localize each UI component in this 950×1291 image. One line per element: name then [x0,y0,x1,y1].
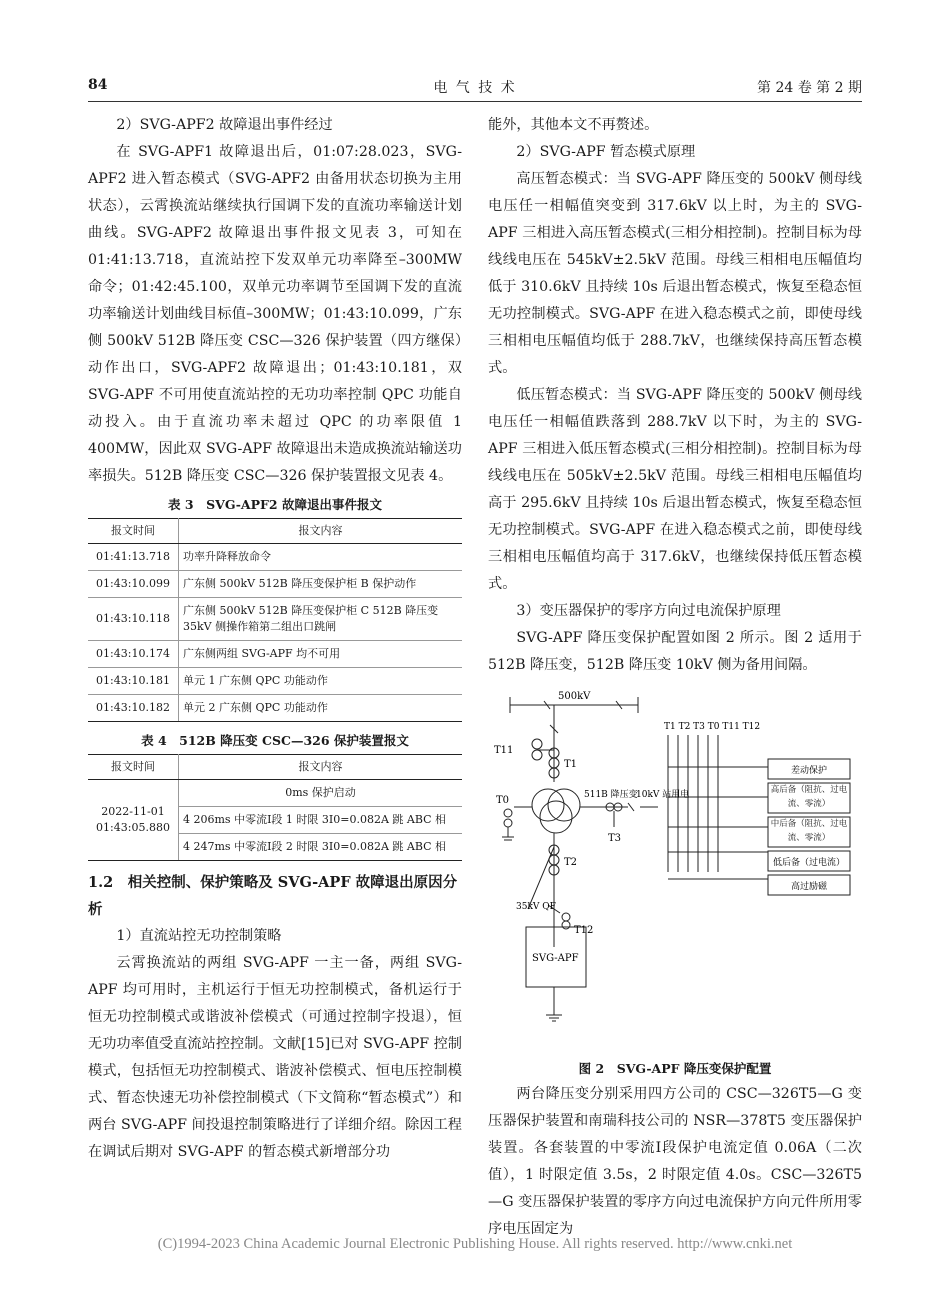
cell-content: 4 206ms 中零流Ⅰ段 1 时限 3I0=0.082A 跳 ABC 相 [179,807,463,834]
page-number: 84 [88,77,108,93]
left-column [88,112,462,1166]
prot-label: 中后备（阻抗、过电流、零流） [770,819,848,843]
cell-content: 0ms 保护启动 [179,780,463,807]
table4-caption: 表 4 512B 降压变 CSC—326 保护装置报文 [141,733,409,748]
paragraph: 云霄换流站的两组 SVG-APF 一主一备，两组 SVG-APF 均可用时，主机运行于恒无功控制模式，备机运行于恒无功控制模式或谐波补偿模式（可通过控制字投退），恒无功功率值受直流站控控制。文献[15]已对 SVG-APF 控制模式，包括恒无功控制模式、谐波补偿模式、恒电压控制模式、暂态快速无功补偿控制模式（下文简称“暂态模式”）和两台 SVG-APF 间投退控制策略进行了详细介绍。除因工程在调试后期对 SVG-APF 的暂态模式新增部分功 [88,955,462,1160]
cell-content: 广东侧 500kV 512B 降压变保护柜 B 保护动作 [179,571,463,598]
table-header: 报文时间 [88,755,179,780]
cell-content: 广东侧两组 SVG-APF 均不可用 [179,641,463,668]
cell-time: 01:43:10.174 [88,641,179,668]
paragraph: 两台降压变分别采用四方公司的 CSC—326T5—G 变压器保护装置和南瑞科技公司的 NSR—378T5 变压器保护装置。各套装置的中零流Ⅰ段保护电流定值 0.06A（二次值），1 时限定值 3.5s，2 时限定值 4.0s。CSC—326T5—G 变压器保护装置的零序方向过电流保护方向元件所用零序电压固定为 [488,1086,862,1237]
subsection-title: 1）直流站控无功控制策略 [116,928,282,944]
cell-time: 01:43:10.181 [88,668,179,695]
copyright-footer: (C)1994-2023 China Academic Journal Electronic Publishing House. All rights reserved. http://www.cnki.net [157,1236,793,1252]
cell-time: 01:43:10.118 [88,598,179,641]
table-row [88,641,462,668]
issue-info: 第 24 卷 第 2 期 [757,80,862,96]
protection-diagram [488,687,862,1057]
header-rule [88,101,862,102]
cell-time: 01:41:13.718 [88,544,179,571]
table-row [88,668,462,695]
table3-caption: 表 3 SVG-APF2 故障退出事件报文 [168,497,382,512]
subsection-title: 2）SVG-APF2 故障退出事件经过 [116,117,333,133]
journal-title: 电 气 技 术 [433,80,517,96]
table-row [88,780,462,807]
table4 [88,754,462,861]
ct-label: T2 [564,857,578,868]
cell-content: 4 247ms 中零流Ⅰ段 2 时限 3I0=0.082A 跳 ABC 相 [179,834,463,861]
table-header: 报文内容 [179,519,463,544]
cell-time: 01:43:10.182 [88,695,179,722]
cell-content: 单元 2 广东侧 QPC 功能动作 [179,695,463,722]
prot-label: 高过励磁 [790,882,828,892]
qf-label: 35kV QF [516,902,556,912]
figure-caption: 图 2 SVG-APF 降压变保护配置 [578,1061,772,1076]
section-heading: 1.2 相关控制、保护策略及 SVG-APF 故障退出原因分析 [88,874,458,918]
table-header: 报文时间 [88,519,179,544]
table-row [88,544,462,571]
prot-label: 高后备（阻抗、过电流、零流） [770,785,848,809]
ct-label: T12 [574,925,594,936]
station-label: 10kV 站用电 [636,790,690,800]
cell-time: 2022-11-01 01:43:05.880 [88,780,179,861]
xf-label: 511B 降压变 [584,790,638,800]
ct-bus-labels: T1 T2 T3 T0 T11 T12 [664,722,761,732]
cell-content: 功率升降释放命令 [179,544,463,571]
table-header: 报文内容 [179,755,463,780]
paragraph: 高压暂态模式：当 SVG-APF 降压变的 500kV 侧母线电压任一相幅值突变到 317.6kV 以上时，为主的 SVG-APF 三相进入高压暂态模式(三相分相控制)。控制目标为母线线电压在 545kV±2.5kV 范围。母线三相相电压幅值均低于 310.6kV 且持续 10s 后退出暂态模式，恢复至稳态恒无功控制模式。SVG-APF 在进入稳态模式之前，即使母线三相相电压幅值均低于 288.7kV，也继续保持高压暂态模式。 [488,171,862,376]
figure-2 [488,687,862,1057]
table-row [88,598,462,641]
cell-content: 广东侧 500kV 512B 降压变保护柜 C 512B 降压变 35kV 侧操作箱第二组出口跳闸 [179,598,463,641]
ct-label: T3 [608,833,622,844]
right-column [488,112,862,1243]
prot-label: 低后备（过电流） [772,858,846,868]
running-header [0,60,950,96]
paragraph: 在 SVG-APF1 故障退出后，01:07:28.023，SVG-APF2 进入暂态模式（SVG-APF2 由备用状态切换为主用状态），云霄换流站继续执行国调下发的直流功率输送计划曲线。SVG-APF2 故障退出事件报文见表 3，可知在 01:41:13.718，直流站控下发双单元功率降至–300MW 命令；01:42:45.100，双单元功率调节至国调下发的直流功率输送计划曲线目标值–300MW；01:43:10.099，广东侧 500kV 512B 降压变 CSC—326 保护装置（四方继保）动作出口，SVG-APF2 故障退出；01:43:10.181，双 SVG-APF 不可用使直流站控的无功功率控制 QPC 功能自动投入。由于直流功率未超过 QPC 的功率限值 1 400MW，因此双 SVG-APF 故障退出未造成换流站输送功率损失。512B 降压变 CSC—326 保护装置报文见表 4。 [88,144,462,484]
table-row [88,695,462,722]
paragraph: 能外，其他本文不再赘述。 [488,117,659,133]
paragraph: SVG-APF 降压变保护配置如图 2 所示。图 2 适用于 512B 降压变，512B 降压变 10kV 侧为备用间隔。 [488,630,862,673]
ct-label: T11 [494,745,514,756]
bus-label: 500kV [558,691,591,702]
subsection-title: 3）变压器保护的零序方向过电流保护原理 [516,603,781,619]
ct-label: T0 [496,795,510,806]
cell-time: 01:43:10.099 [88,571,179,598]
ct-label: T1 [564,759,578,770]
cell-content: 单元 1 广东侧 QPC 功能动作 [179,668,463,695]
svg-label: SVG-APF [532,953,579,964]
subsection-title: 2）SVG-APF 暂态模式原理 [516,144,696,160]
prot-label: 差动保护 [790,766,828,776]
table-row [88,571,462,598]
table3 [88,518,462,722]
paragraph: 低压暂态模式：当 SVG-APF 降压变的 500kV 侧母线电压任一相幅值跌落到 288.7kV 以下时，为主的 SVG-APF 三相进入低压暂态模式(三相分相控制)。控制目标为母线线电压在 505kV±2.5kV 范围。母线三相相电压幅值均高于 295.6kV 且持续 10s 后退出暂态模式，恢复至稳态恒无功控制模式。SVG-APF 在进入稳态模式之前，即使母线三相相电压幅值均高于 317.6kV，也继续保持低压暂态模式。 [488,387,862,592]
